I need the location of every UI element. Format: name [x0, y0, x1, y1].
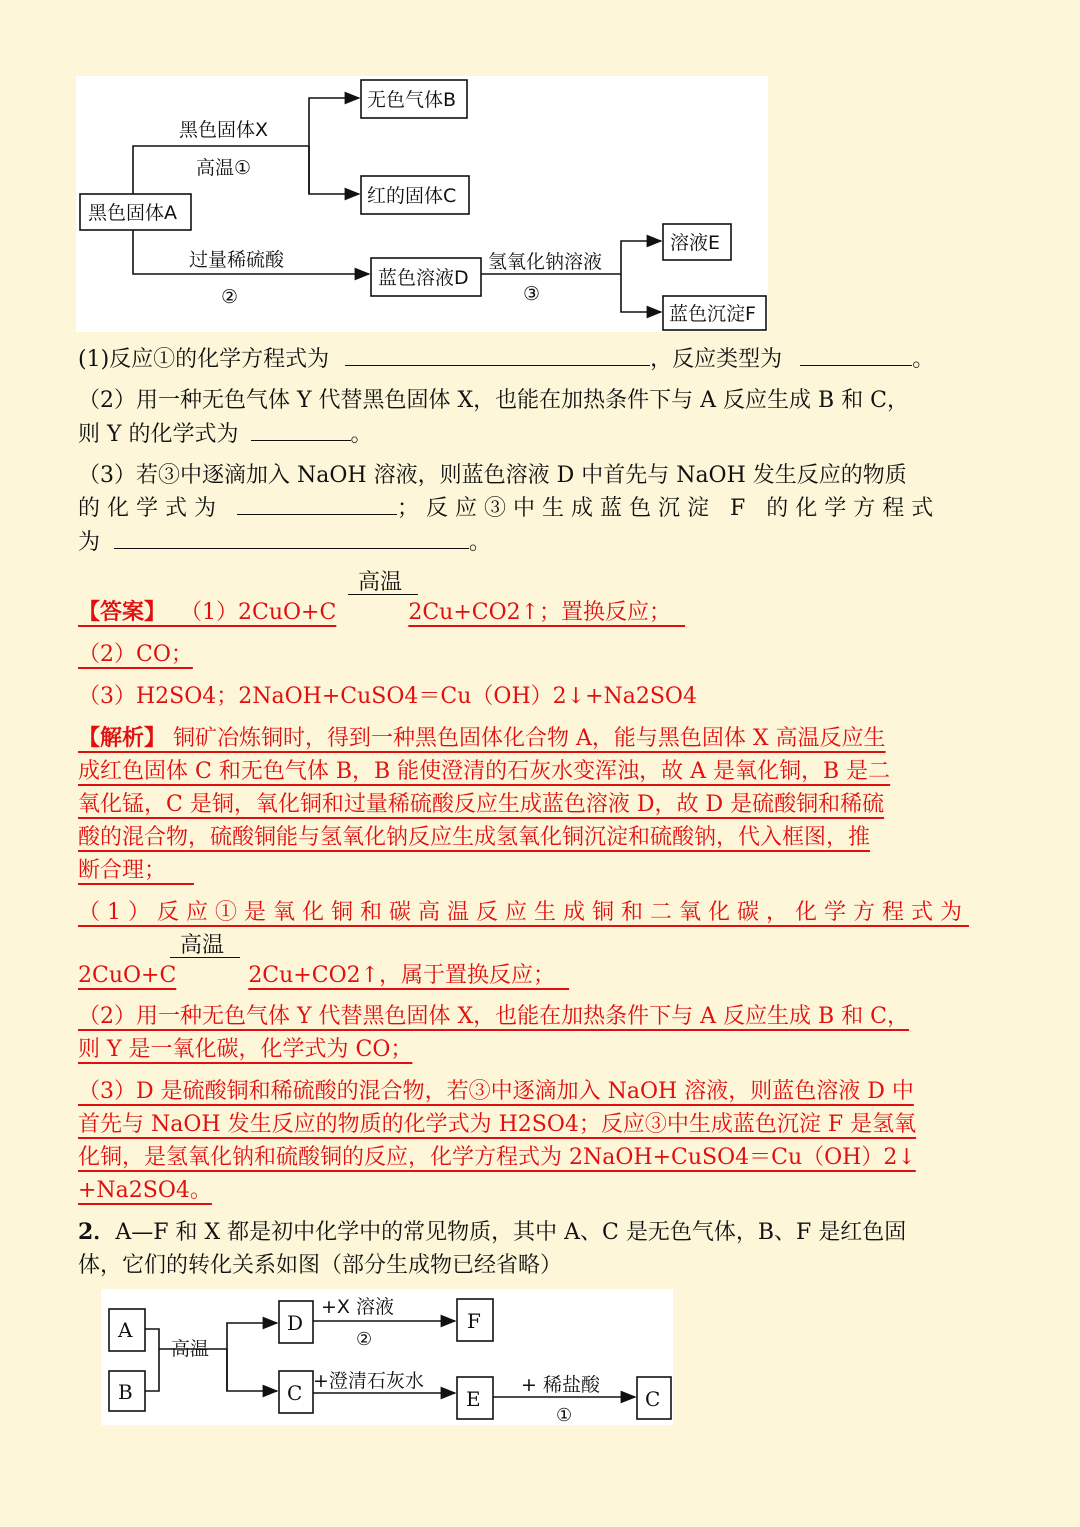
edge-junction-to-e — [621, 241, 661, 274]
d2-node-c1-label: C — [287, 1381, 303, 1405]
answer-line2 — [78, 638, 1003, 671]
analysis-label: 【解析】 — [78, 725, 167, 751]
node-a-label: 黑色固体A — [88, 202, 177, 224]
d2-condition-label: 高温 — [171, 1338, 210, 1360]
analysis-p1-line2 — [78, 959, 1003, 992]
analysis-p3-line2 — [78, 1108, 1003, 1141]
answer-blank-reaction-type[interactable] — [800, 345, 912, 366]
q1-part2-text: 则 Y 的化学式为 — [78, 422, 239, 447]
analysis-p3-line3 — [78, 1141, 1003, 1174]
analysis-p3-line2-text: 首先与 NaOH 发生反应的物质的化学式为 H2SO4；反应③中生成蓝色沉淀 F 是氢氧 — [78, 1112, 917, 1137]
d2-node-b-label: B — [118, 1380, 133, 1404]
analysis-line2-text: 成红色固体 C 和无色气体 B，B 能使澄清的石灰水变浑浊，故 A 是氧化铜，B 是二 — [78, 759, 891, 784]
node-d-label: 蓝色溶液D — [378, 267, 469, 289]
answer-line1 — [78, 596, 1003, 629]
analysis-line1-text: 铜矿冶炼铜时，得到一种黑色固体化合物 A，能与黑色固体 X 高温反应生 — [173, 726, 886, 751]
analysis-p2-line1 — [78, 1000, 1003, 1033]
analysis-p3-line4-text: +Na2SO4。 — [78, 1178, 212, 1203]
edge-junction-to-b — [309, 98, 359, 194]
analysis-line4-text: 酸的混合物，硫酸铜能与氢氧化钠反应生成氢氧化铜沉淀和硫酸钠，代入框图，推 — [78, 825, 871, 850]
analysis-p1-line2-b: 2Cu+CO2↑，属于置换反应； — [248, 963, 556, 988]
q1-part1 — [78, 343, 1003, 376]
d2-edge-to-c1 — [227, 1349, 277, 1391]
analysis-p3-line4 — [78, 1174, 1003, 1207]
reagent-x-label: 黑色固体X — [179, 119, 269, 141]
reagent-acid-label: 过量稀硫酸 — [189, 249, 285, 271]
analysis-p1-line1-text: （1）反应①是氧化铜和碳高温反应生成铜和二氧化碳，化学方程式为 — [78, 900, 969, 925]
answer-label: 【答案】 — [78, 599, 167, 625]
q2-line2: 体，它们的转化关系如图（部分生成物已经省略） — [78, 1253, 563, 1278]
d2-edge-to-d — [227, 1323, 277, 1391]
answer-line2-text: （2）CO； — [78, 642, 193, 667]
analysis-line4 — [78, 821, 1003, 854]
q2-line1 — [78, 1216, 1003, 1249]
d2-node-a-label: A — [118, 1318, 133, 1342]
node-b-label: 无色气体B — [367, 89, 457, 111]
q1-part1-text-a: (1)反应①的化学方程式为 — [78, 347, 330, 372]
d2-number-2-label: ② — [356, 1329, 373, 1350]
analysis-line5 — [78, 854, 1003, 887]
q1-part2-end: 。 — [350, 422, 373, 447]
edge-junction-to-c — [309, 146, 359, 194]
node-c-label: 红的固体C — [367, 185, 457, 207]
q1-part2-line1: （2）用一种无色气体 Y 代替黑色固体 X，也能在加热条件下与 A 反应生成 B 和 C， — [78, 388, 910, 413]
diagram-1-svg — [76, 76, 768, 332]
diagram-1 — [76, 76, 768, 332]
q1-part1-text-b: ，反应类型为 — [650, 347, 783, 372]
analysis-p3-line3-text: 化铜，是氢氧化钠和硫酸铜的反应，化学方程式为 2NaOH+CuSO4＝Cu（OH）2↓ — [78, 1145, 916, 1170]
analysis-p3-line1-text: （3）D 是硫酸铜和稀硫酸的混合物，若③中逐滴加入 NaOH 溶液，则蓝色溶液 D 中 — [78, 1079, 914, 1104]
q1-part1-end: 。 — [912, 347, 935, 372]
d2-node-c2-label: C — [645, 1387, 661, 1411]
analysis-p2-line2-text: 则 Y 是一氧化碳，化学式为 CO； — [78, 1037, 413, 1062]
analysis-line1 — [78, 722, 1003, 755]
q2-number: 2． — [78, 1219, 116, 1245]
q1-part3-line1: （3）若③中逐滴加入 NaOH 溶液，则蓝色溶液 D 中首先与 NaOH 发生反应的物质 — [78, 463, 907, 488]
answer-blank-y-formula[interactable] — [251, 420, 351, 441]
q2-line1-text: A—F 和 X 都是初中化学中的常见物质，其中 A、C 是无色气体，B、F 是红色固 — [115, 1220, 907, 1245]
q1-part3-text-c: 为 — [78, 530, 101, 555]
reagent-naoh-label: 氢氧化钠溶液 — [488, 251, 603, 273]
diagram-2 — [101, 1289, 673, 1425]
q1-part3-end: 。 — [469, 530, 492, 555]
analysis-line2 — [78, 755, 1003, 788]
q1-part3-text-a: 的化学式为 — [78, 496, 224, 521]
node-e-label: 溶液E — [670, 232, 721, 254]
number-3-label: ③ — [523, 283, 541, 305]
d2-number-1-label: ① — [556, 1405, 573, 1425]
d2-x-solution-label: +X 溶液 — [321, 1296, 394, 1318]
q1-part3-line2 — [78, 492, 1003, 525]
answer-blank-equation[interactable] — [345, 345, 650, 366]
analysis-condition-bar — [170, 957, 240, 958]
d2-node-d-label: D — [287, 1311, 304, 1335]
analysis-line3-text: 氧化锰，C 是铜，氧化铜和过量稀硫酸反应生成蓝色溶液 D，故 D 是硫酸铜和稀硫 — [78, 792, 885, 817]
node-f-label: 蓝色沉淀F — [669, 303, 756, 325]
analysis-p2-line2 — [78, 1033, 1003, 1066]
d2-node-e-label: E — [466, 1387, 481, 1411]
answer-condition: 高温 — [358, 570, 403, 595]
analysis-condition: 高温 — [180, 933, 225, 958]
analysis-p2-line1-text: （2）用一种无色气体 Y 代替黑色固体 X，也能在加热条件下与 A 反应生成 B 和 C， — [78, 1004, 910, 1029]
d2-node-f-label: F — [467, 1309, 481, 1333]
answer-line3 — [78, 680, 1003, 713]
q1-part3-line3 — [78, 526, 1003, 559]
answer-line1-b: 2Cu+CO2↑；置换反应； — [408, 600, 672, 625]
analysis-p1-line2-a: 2CuO+C — [78, 963, 177, 988]
edge-junction-to-f — [621, 274, 661, 312]
analysis-line5-text: 断合理； — [78, 858, 167, 883]
q1-part3-text-b: ；反应③中生成蓝色沉淀 F 的化学方程式 — [397, 496, 941, 521]
answer-condition-bar — [348, 594, 418, 595]
d2-acid-label: + 稀盐酸 — [521, 1374, 600, 1396]
analysis-line3 — [78, 788, 1003, 821]
answer-line1-a: （1）2CuO+C — [180, 600, 337, 625]
d2-edge-a-b-merge — [145, 1329, 159, 1391]
analysis-p3-line1 — [78, 1075, 1003, 1108]
condition-1-label: 高温① — [196, 157, 252, 179]
answer-line3-text: （3）H2SO4；2NaOH+CuSO4＝Cu（OH）2↓+Na2SO4 — [78, 684, 697, 709]
analysis-p1-line1 — [78, 896, 1003, 929]
q1-part2-line2 — [78, 418, 1003, 451]
answer-blank-first-reactant[interactable] — [237, 494, 397, 515]
answer-blank-precipitate-equation[interactable] — [114, 528, 469, 549]
number-2-label: ② — [221, 286, 239, 308]
d2-limewater-label: +澄清石灰水 — [313, 1370, 424, 1392]
diagram-2-svg — [101, 1289, 673, 1425]
